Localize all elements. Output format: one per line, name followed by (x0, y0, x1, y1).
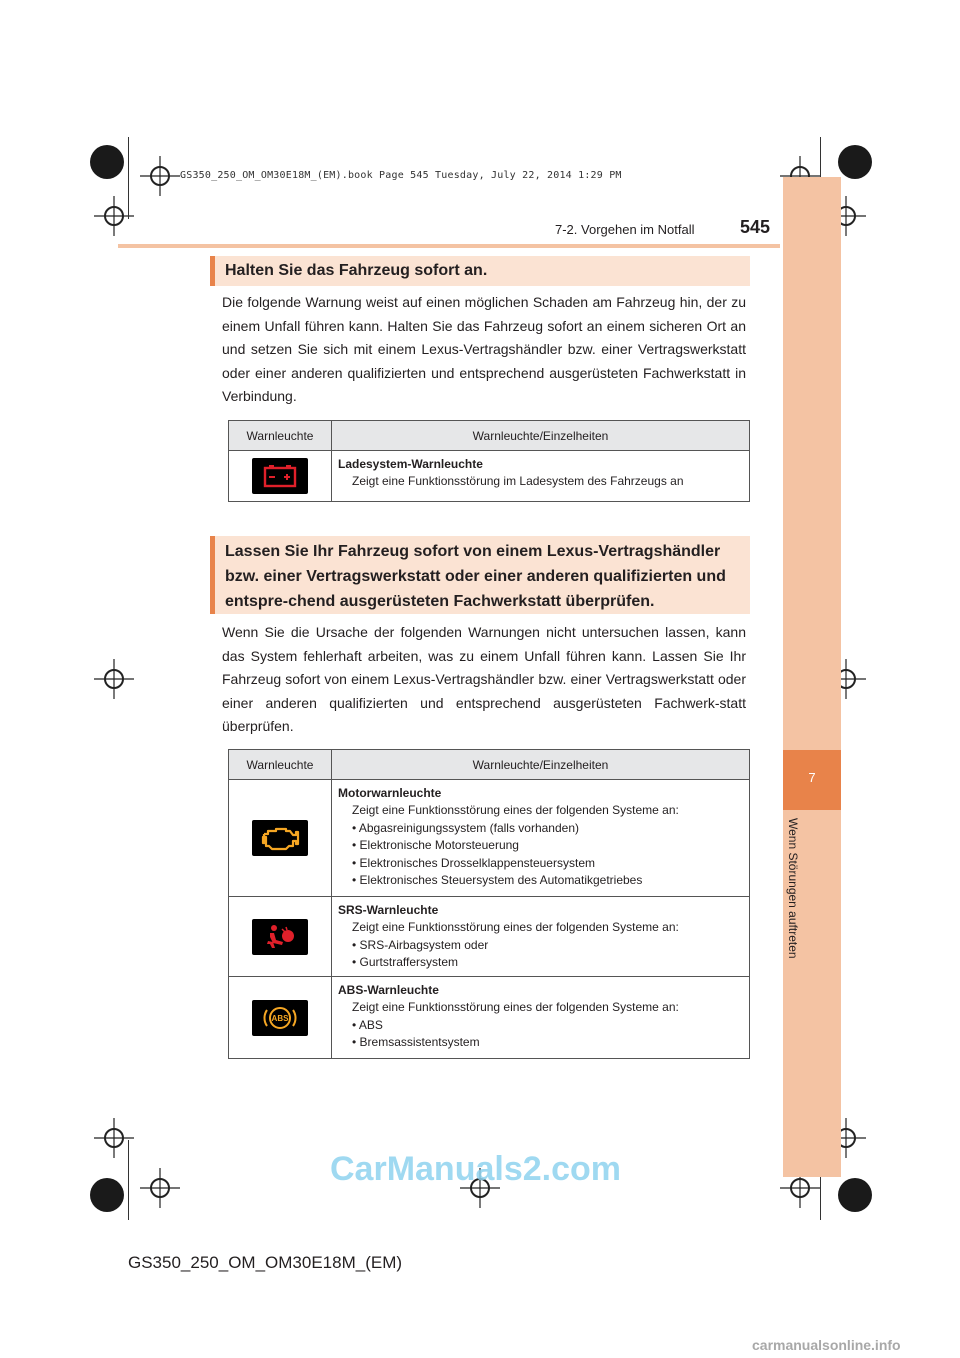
abs-icon (252, 1000, 308, 1036)
warning-title: Ladesystem-Warnleuchte (338, 457, 483, 471)
warning-title: SRS-Warnleuchte (338, 903, 439, 917)
column-header: Warnleuchte/Einzelheiten (332, 750, 750, 780)
warning-title: ABS-Warnleuchte (338, 983, 439, 997)
footer-code: GS350_250_OM_OM30E18M_(EM) (128, 1253, 403, 1272)
registration-blob-tr (838, 145, 872, 179)
watermark: carmanualsonline.info (752, 1337, 901, 1353)
body-paragraph: Die folgende Warnung weist auf einen möglichen Schaden am Fahrzeug hin, der zu einem Unfall führen kann. Halten Sie das Fahrzeug sofort an einem sicheren Ort an und setzen Sie sich mit einem Lexus-Vertragshändler bzw. einer Vertragswerkstatt oder einer anderen qualifizierten und entsprechend ausgerüsteten Fachwerkstatt in Verbindung. (222, 294, 746, 404)
warning-text: Zeigt eine Funktionsstörung im Ladesystem des Fahrzeugs an (352, 474, 684, 488)
crop-line (128, 137, 129, 219)
column-header: Warnleuchte/Einzelheiten (332, 421, 750, 451)
list-item: • Elektronisches Drosselklappensteuersystem (338, 855, 743, 873)
book-info: GS350_250_OM_OM30E18M_(EM).book Page 545 Tuesday, July 22, 2014 1:29 PM (180, 170, 622, 181)
list-item: • Elektronisches Steuersystem des Automatikgetriebes (338, 872, 743, 890)
warning-table (228, 749, 750, 1059)
warning-text: Zeigt eine Funktionsstörung eines der folgenden Systeme an: (352, 1000, 679, 1014)
warning-title: Motorwarnleuchte (338, 786, 442, 800)
column-header: Warnleuchte (229, 750, 332, 780)
section-heading: Halten Sie das Fahrzeug sofort an. (210, 256, 750, 286)
list-item: • SRS-Airbagsystem oder (338, 937, 743, 955)
table-row (229, 451, 750, 502)
crop-line (128, 1140, 129, 1220)
section-label: 7-2. Vorgehen im Notfall (555, 222, 695, 237)
warning-text: Zeigt eine Funktionsstörung eines der folgenden Systeme an: (352, 920, 679, 934)
chapter-sidebar (783, 177, 841, 1177)
header-rule (118, 244, 780, 248)
body-paragraph: Wenn Sie die Ursache der folgenden Warnungen nicht untersuchen lassen, kann das System fehlerhaft arbeiten, was zu einem Unfall führen kann. Lassen Sie Ihr Fahrzeug sofort von einem Lexus-Vertragshändler bzw. einer Vertragswerkstatt oder einer anderen qualifizierten und entsprechend ausgerüsteten Fachwerk-statt überprüfen. (222, 624, 746, 734)
page-number: 545 (740, 217, 771, 237)
crosshair-mark (140, 156, 180, 196)
registration-blob-bl (90, 1178, 124, 1212)
engine-icon (252, 820, 308, 856)
warning-text: Zeigt eine Funktionsstörung eines der folgenden Systeme an: (352, 803, 679, 817)
registration-blob-br (838, 1178, 872, 1212)
table-row (229, 780, 750, 897)
list-item: • Gurtstraffersystem (338, 954, 743, 972)
list-item: • Elektronische Motorsteuerung (338, 837, 743, 855)
table-row (229, 897, 750, 977)
crosshair-mark (94, 659, 134, 699)
watermark: CarManuals2.com (330, 1150, 621, 1188)
airbag-icon (252, 919, 308, 955)
chapter-number: 7 (808, 770, 816, 785)
battery-icon (252, 458, 308, 494)
column-header: Warnleuchte (229, 421, 332, 451)
crosshair-mark (140, 1168, 180, 1208)
warning-table (228, 420, 750, 502)
svg-text:ABS: ABS (271, 1013, 289, 1023)
table-row (229, 977, 750, 1059)
list-item: • Abgasreinigungssystem (falls vorhanden) (338, 820, 743, 838)
section-heading: Lassen Sie Ihr Fahrzeug sofort von einem Lexus-Vertragshändler bzw. einer Vertragswerkstatt oder einer anderen qualifizierten und entspre-chend ausgerüsteten Fachwerkstatt überprüfen. (210, 536, 750, 614)
chapter-title: Wenn Störungen auftreten (786, 818, 800, 959)
registration-blob-tl (90, 145, 124, 179)
list-item: • ABS (338, 1017, 743, 1035)
list-item: • Bremsassistentsystem (338, 1034, 743, 1052)
